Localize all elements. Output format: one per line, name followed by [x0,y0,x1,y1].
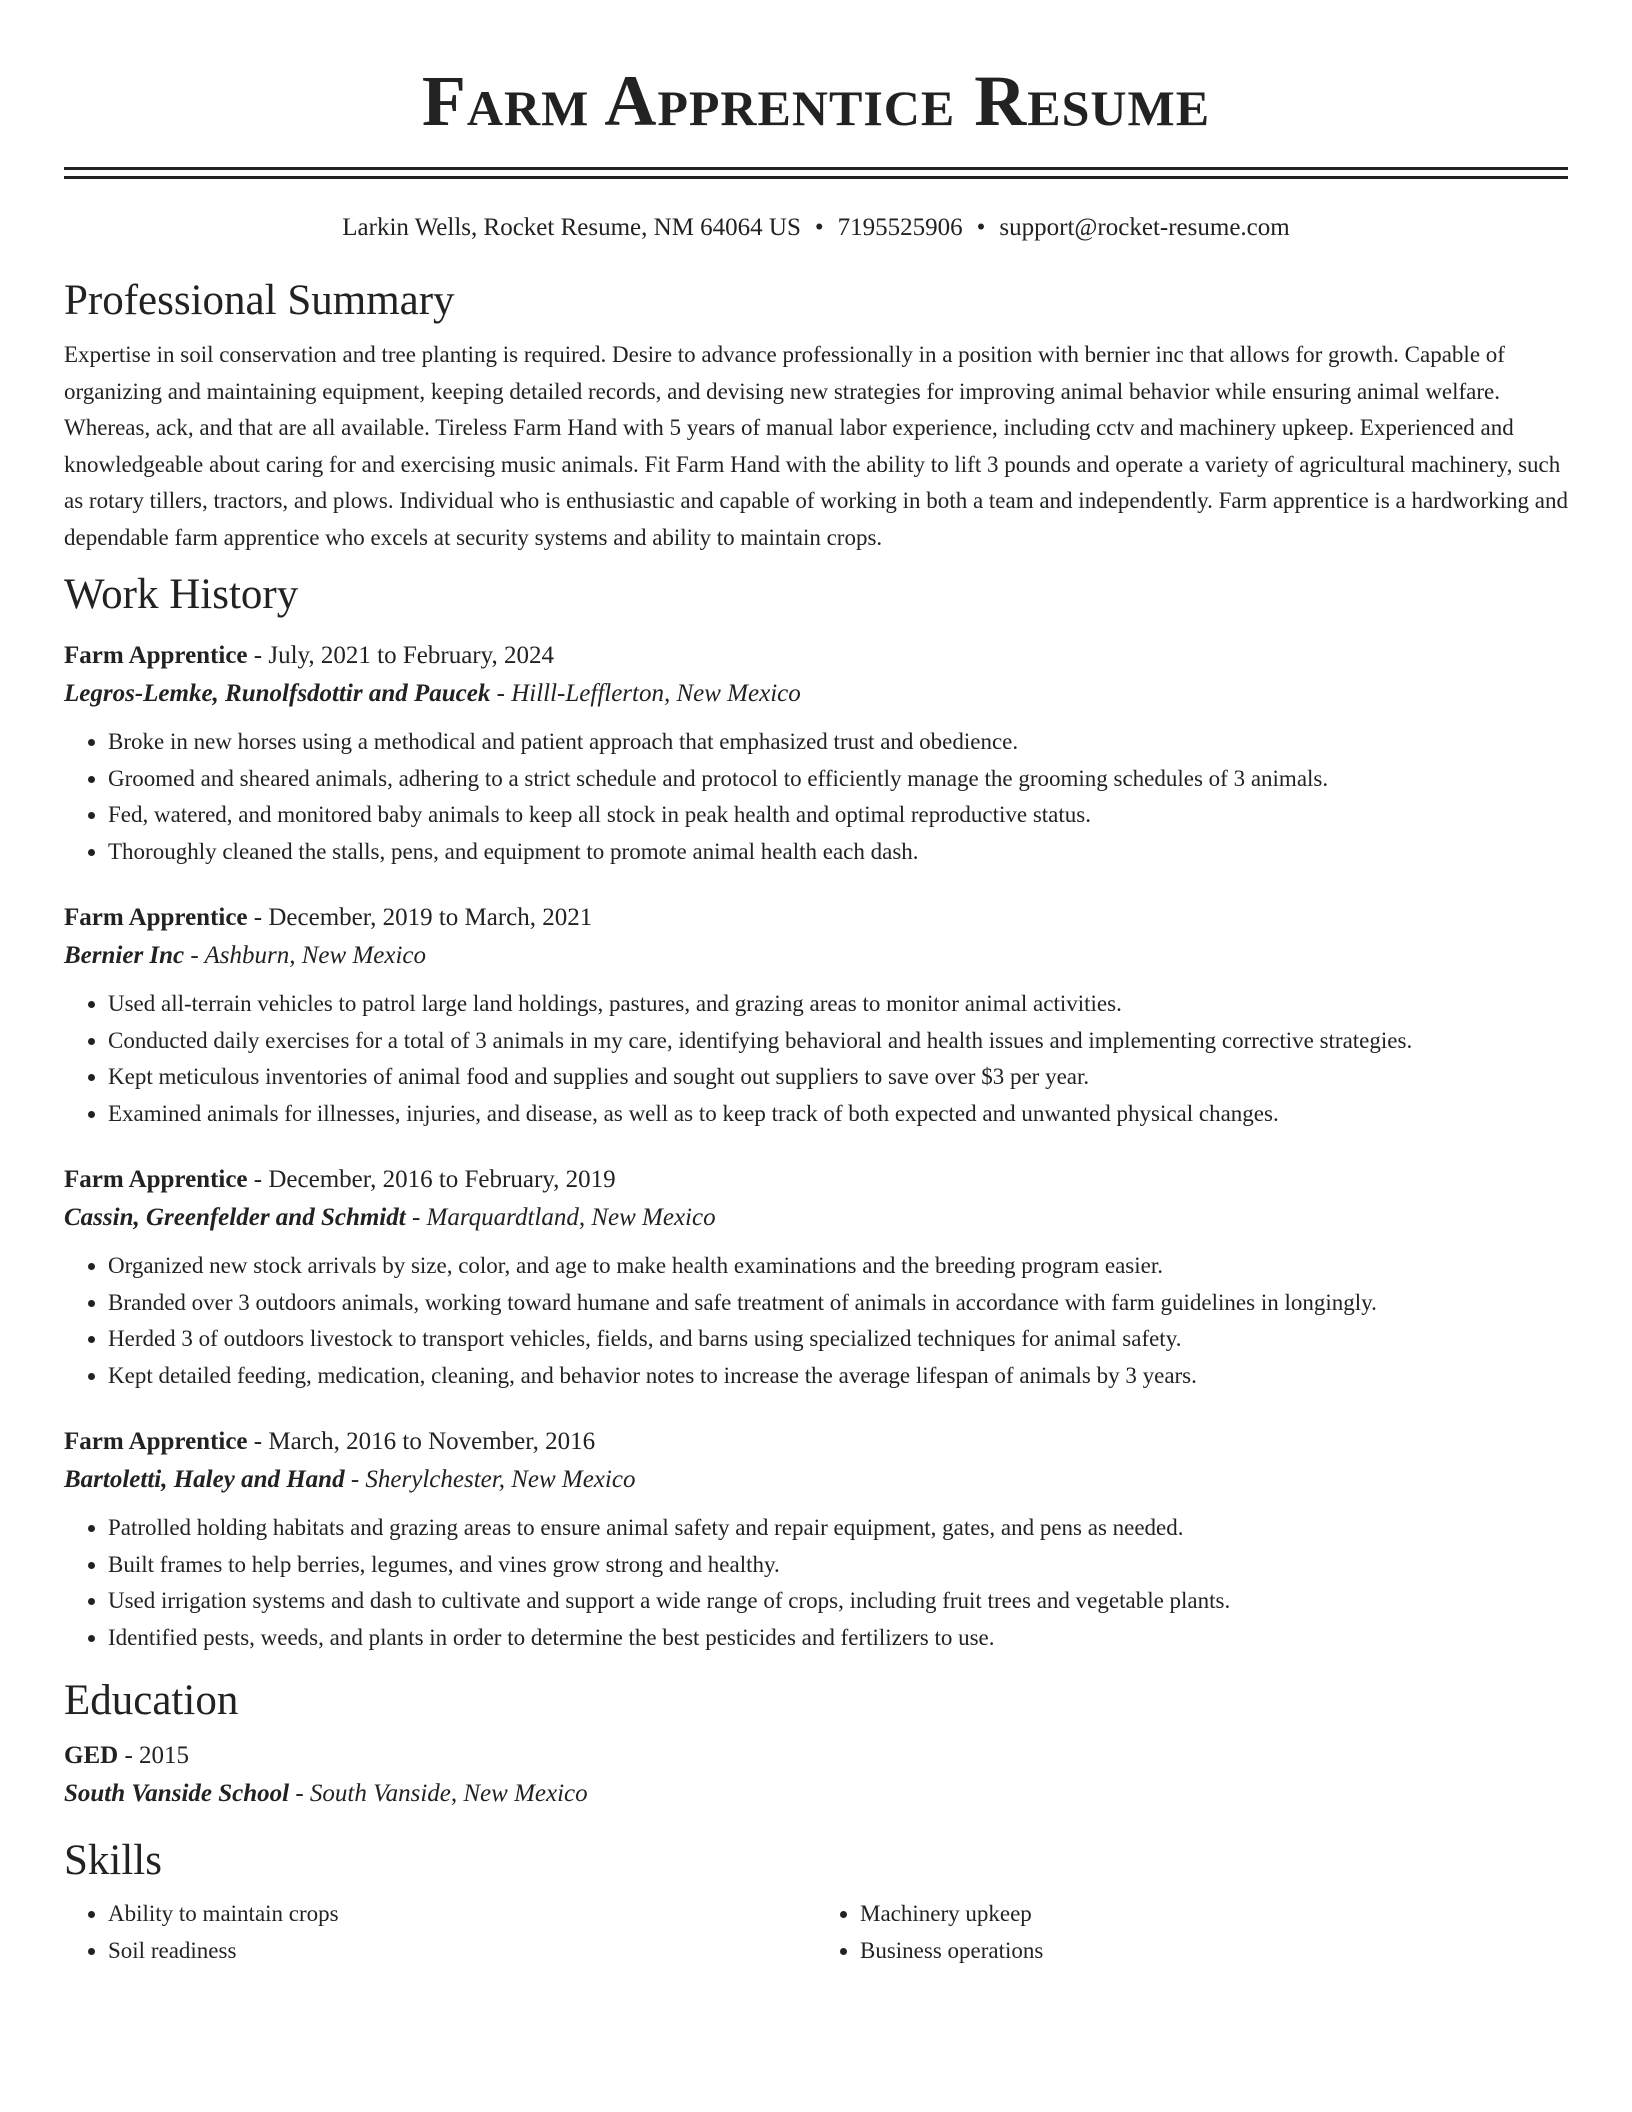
job-location: - Ashburn, New Mexico [190,942,427,969]
job-duty-item: • Identified pests, weeds, and plants in order to determine the best pesticides and fertilizers to use. [108,1620,1568,1657]
job-duty-item: • Kept meticulous inventories of animal food and supplies and sought out suppliers to save over $3 per year. [108,1059,1568,1096]
job-duty-item: • Broke in new horses using a methodical and patient approach that emphasized trust and obedience. [108,724,1568,761]
education-year: - 2015 [124,1742,190,1769]
education-degree-line [64,1738,1568,1774]
job-title-line [64,1424,1568,1460]
job-entry [64,900,1568,1132]
job-duty-item: • Built frames to help berries, legumes, and vines grow strong and healthy. [108,1547,1568,1584]
education-entry [64,1738,1568,1814]
contact-separator: • [976,214,986,241]
education-degree: GED [64,1742,119,1769]
job-duty-item: • Conducted daily exercises for a total of 3 animals in my care, identifying behavioral and health issues and implementing corrective strategies. [108,1023,1568,1060]
title-rule-top [64,167,1568,170]
job-company-line [64,674,1568,714]
job-company: Bartoletti, Haley and Hand [64,1466,345,1493]
skills-column-right [816,1896,1568,1969]
job-location: - Hilll-Lefflerton, New Mexico [496,680,801,707]
job-title: Farm Apprentice [64,904,248,931]
job-title: Farm Apprentice [64,642,248,669]
job-dates: - March, 2016 to November, 2016 [253,1428,596,1455]
job-duty-item: • Used irrigation systems and dash to cultivate and support a wide range of crops, including fruit trees and vegetable plants. [108,1583,1568,1620]
education-school-line [64,1774,1568,1814]
skills-grid [64,1896,1568,1969]
summary-heading: Professional Summary [64,277,455,324]
job-company: Legros-Lemke, Runolfsdottir and Paucek [64,680,491,707]
job-dates: - December, 2019 to March, 2021 [253,904,593,931]
job-company-line [64,1198,1568,1238]
skill-item: • Business operations [860,1933,1568,1970]
work-history-heading: Work History [64,571,299,618]
job-duty-item: • Herded 3 of outdoors livestock to transport vehicles, fields, and barns using specialized techniques for animal safety. [108,1321,1568,1358]
job-dates: - July, 2021 to February, 2024 [253,642,554,669]
job-duty-item: • Organized new stock arrivals by size, color, and age to make health examinations and the breeding program easier. [108,1248,1568,1285]
job-duty-item: • Thoroughly cleaned the stalls, pens, and equipment to promote animal health each dash. [108,834,1568,871]
job-title-line [64,638,1568,674]
job-title: Farm Apprentice [64,1428,248,1455]
job-title: Farm Apprentice [64,1166,248,1193]
contact-separator: • [814,214,824,241]
contact-email: support@rocket-resume.com [999,214,1290,241]
skill-item: • Soil readiness [108,1933,816,1970]
skills-column-left [64,1896,816,1969]
job-duty-item: • Fed, watered, and monitored baby animals to keep all stock in peak health and optimal reproductive status. [108,797,1568,834]
job-company-line [64,936,1568,976]
job-entry [64,1162,1568,1394]
job-company: Cassin, Greenfelder and Schmidt [64,1204,406,1231]
contact-phone: 7195525906 [837,214,963,241]
job-location: - Sherylchester, New Mexico [350,1466,636,1493]
work-history-list [64,638,1568,1656]
contact-line [64,212,1568,244]
job-duty-item: • Kept detailed feeding, medication, cleaning, and behavior notes to increase the average lifespan of animals by 3 years. [108,1358,1568,1395]
job-duties-list [64,986,1568,1132]
skills-heading: Skills [64,1837,162,1884]
job-duties-list [64,1248,1568,1394]
job-entry [64,638,1568,870]
job-duty-item: • Groomed and sheared animals, adhering to a strict schedule and protocol to efficiently manage the grooming schedules of 3 animals. [108,761,1568,798]
job-company: Bernier Inc [64,942,185,969]
job-duty-item: • Examined animals for illnesses, injuries, and disease, as well as to keep track of both expected and unwanted physical changes. [108,1096,1568,1133]
job-duty-item: • Used all-terrain vehicles to patrol large land holdings, pastures, and grazing areas to monitor animal activities. [108,986,1568,1023]
contact-address: Larkin Wells, Rocket Resume, NM 64064 US [342,214,801,241]
job-entry [64,1424,1568,1656]
job-duty-item: • Patrolled holding habitats and grazing areas to ensure animal safety and repair equipment, gates, and pens as needed. [108,1510,1568,1547]
summary-text: Expertise in soil conservation and tree planting is required. Desire to advance professionally in a position with bernier inc that allows for growth. Capable of organizing and maintaining equipment, keeping detailed records, and devising new strategies for improving animal behavior while ensuring animal welfare. Whereas, ack, and that are all available. Tireless Farm Hand with 5 years of manual labor experience, including cctv and machinery upkeep. Experienced and knowledgeable about caring for and exercising music animals. Fit Farm Hand with the ability to lift 3 pounds and operate a variety of agricultural machinery, such as rotary tillers, tractors, and plows. Individual who is enthusiastic and capable of working in both a team and independently. Farm apprentice is a hardworking and dependable farm apprentice who excels at security systems and ability to maintain crops. [64,342,1568,550]
job-duties-list [64,1510,1568,1656]
education-location: - South Vanside, New Mexico [295,1780,588,1807]
job-dates: - December, 2016 to February, 2019 [253,1166,616,1193]
resume-title: Farm Apprentice Resume [421,61,1211,141]
education-heading: Education [64,1677,239,1724]
job-duties-list [64,724,1568,870]
skill-item: • Machinery upkeep [860,1896,1568,1933]
job-location: - Marquardtland, New Mexico [411,1204,716,1231]
title-rule-bottom [64,176,1568,179]
job-title-line [64,1162,1568,1198]
skill-item: • Ability to maintain crops [108,1896,816,1933]
job-title-line [64,900,1568,936]
job-company-line [64,1460,1568,1500]
education-school: South Vanside School [64,1780,290,1807]
job-duty-item: • Branded over 3 outdoors animals, working toward humane and safe treatment of animals in accordance with farm guidelines in longingly. [108,1285,1568,1322]
